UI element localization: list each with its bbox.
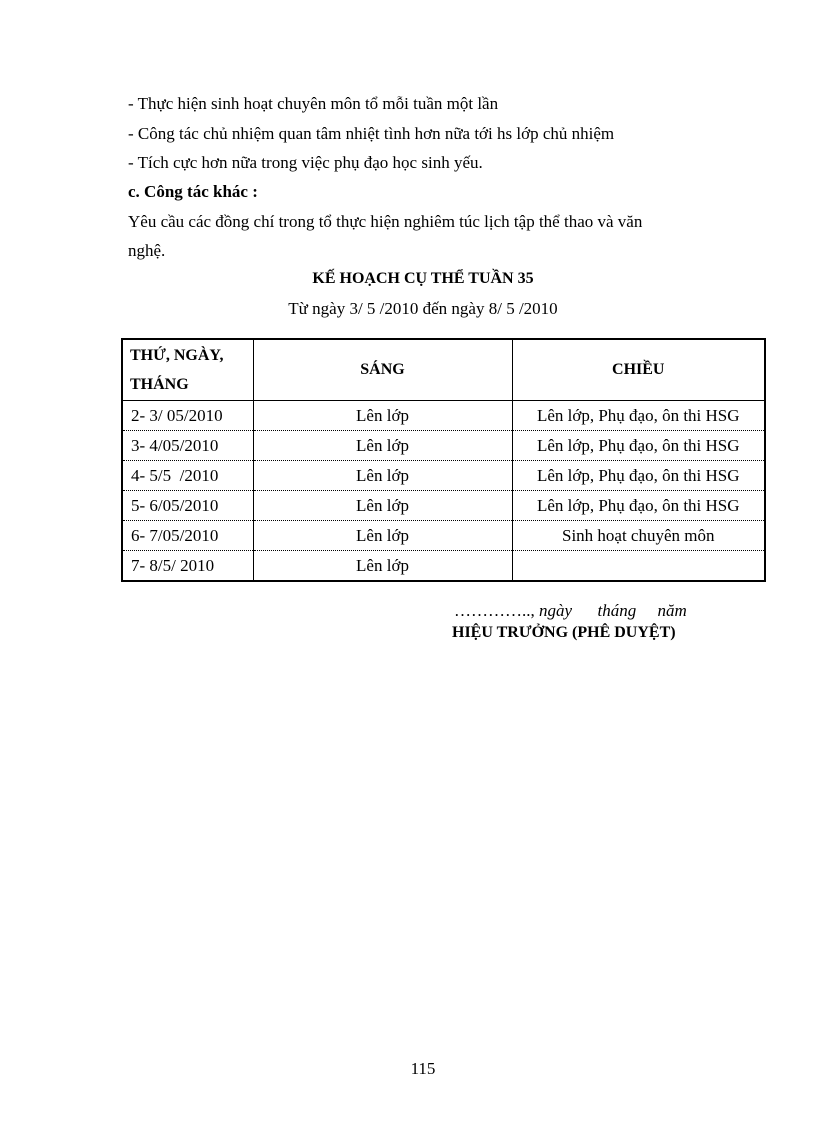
cell-afternoon: Lên lớp, Phụ đạo, ôn thi HSG <box>512 461 765 491</box>
section-heading: c. Công tác khác : <box>128 182 258 201</box>
paragraph-line-1: - Thực hiện sinh hoạt chuyên môn tổ mỗi tuần một lần <box>128 94 499 113</box>
cell-morning: Lên lớp <box>253 431 512 461</box>
table-row <box>122 491 765 521</box>
page-number: 115 <box>410 1059 436 1078</box>
cell-date: 7- 8/5/ 2010 <box>122 551 253 582</box>
header-date-line1: THỨ, NGÀY, <box>130 347 224 364</box>
table-row <box>122 551 765 582</box>
cell-afternoon: Lên lớp, Phụ đạo, ôn thi HSG <box>512 401 765 431</box>
table-row <box>122 461 765 491</box>
table-row <box>122 401 765 431</box>
header-morning: SÁNG <box>253 339 512 401</box>
cell-afternoon: Lên lớp, Phụ đạo, ôn thi HSG <box>512 491 765 521</box>
signature-title: HIỆU TRƯỞNG (PHÊ DUYỆT) <box>452 624 676 641</box>
cell-morning: Lên lớp <box>253 461 512 491</box>
cell-morning: Lên lớp <box>253 491 512 521</box>
cell-morning: Lên lớp <box>253 551 512 582</box>
table-row <box>122 521 765 551</box>
cell-date: 4- 5/5 /2010 <box>122 461 253 491</box>
signature-dots: ………….., <box>454 601 535 620</box>
header-afternoon: CHIỀU <box>512 339 765 401</box>
cell-date: 2- 3/ 05/2010 <box>122 401 253 431</box>
paragraph-line-5: nghệ. <box>128 241 166 260</box>
cell-morning: Lên lớp <box>253 401 512 431</box>
cell-afternoon <box>512 551 765 582</box>
paragraph-line-3: - Tích cực hơn nữa trong việc phụ đạo học sinh yếu. <box>128 153 483 172</box>
schedule-table <box>121 338 766 582</box>
cell-date: 5- 6/05/2010 <box>122 491 253 521</box>
cell-morning: Lên lớp <box>253 521 512 551</box>
plan-title: KẾ HOẠCH CỤ THỂ TUẦN 35 <box>312 270 534 287</box>
header-date <box>122 339 253 401</box>
plan-subtitle: Từ ngày 3/ 5 /2010 đến ngày 8/ 5 /2010 <box>288 299 558 318</box>
table-row <box>122 431 765 461</box>
signature-date-words: ngày tháng năm <box>534 601 687 620</box>
cell-date: 6- 7/05/2010 <box>122 521 253 551</box>
paragraph-line-2: - Công tác chủ nhiệm quan tâm nhiệt tình hơn nữa tới hs lớp chủ nhiệm <box>128 124 615 143</box>
cell-afternoon: Lên lớp, Phụ đạo, ôn thi HSG <box>512 431 765 461</box>
cell-afternoon: Sinh hoạt chuyên môn <box>512 521 765 551</box>
header-date-line2: THÁNG <box>130 376 189 393</box>
signature-date-line <box>454 601 687 621</box>
table-header-row <box>122 339 765 401</box>
cell-date: 3- 4/05/2010 <box>122 431 253 461</box>
paragraph-line-4: Yêu cầu các đồng chí trong tổ thực hiện nghiêm túc lịch tập thể thao và văn <box>128 212 643 231</box>
